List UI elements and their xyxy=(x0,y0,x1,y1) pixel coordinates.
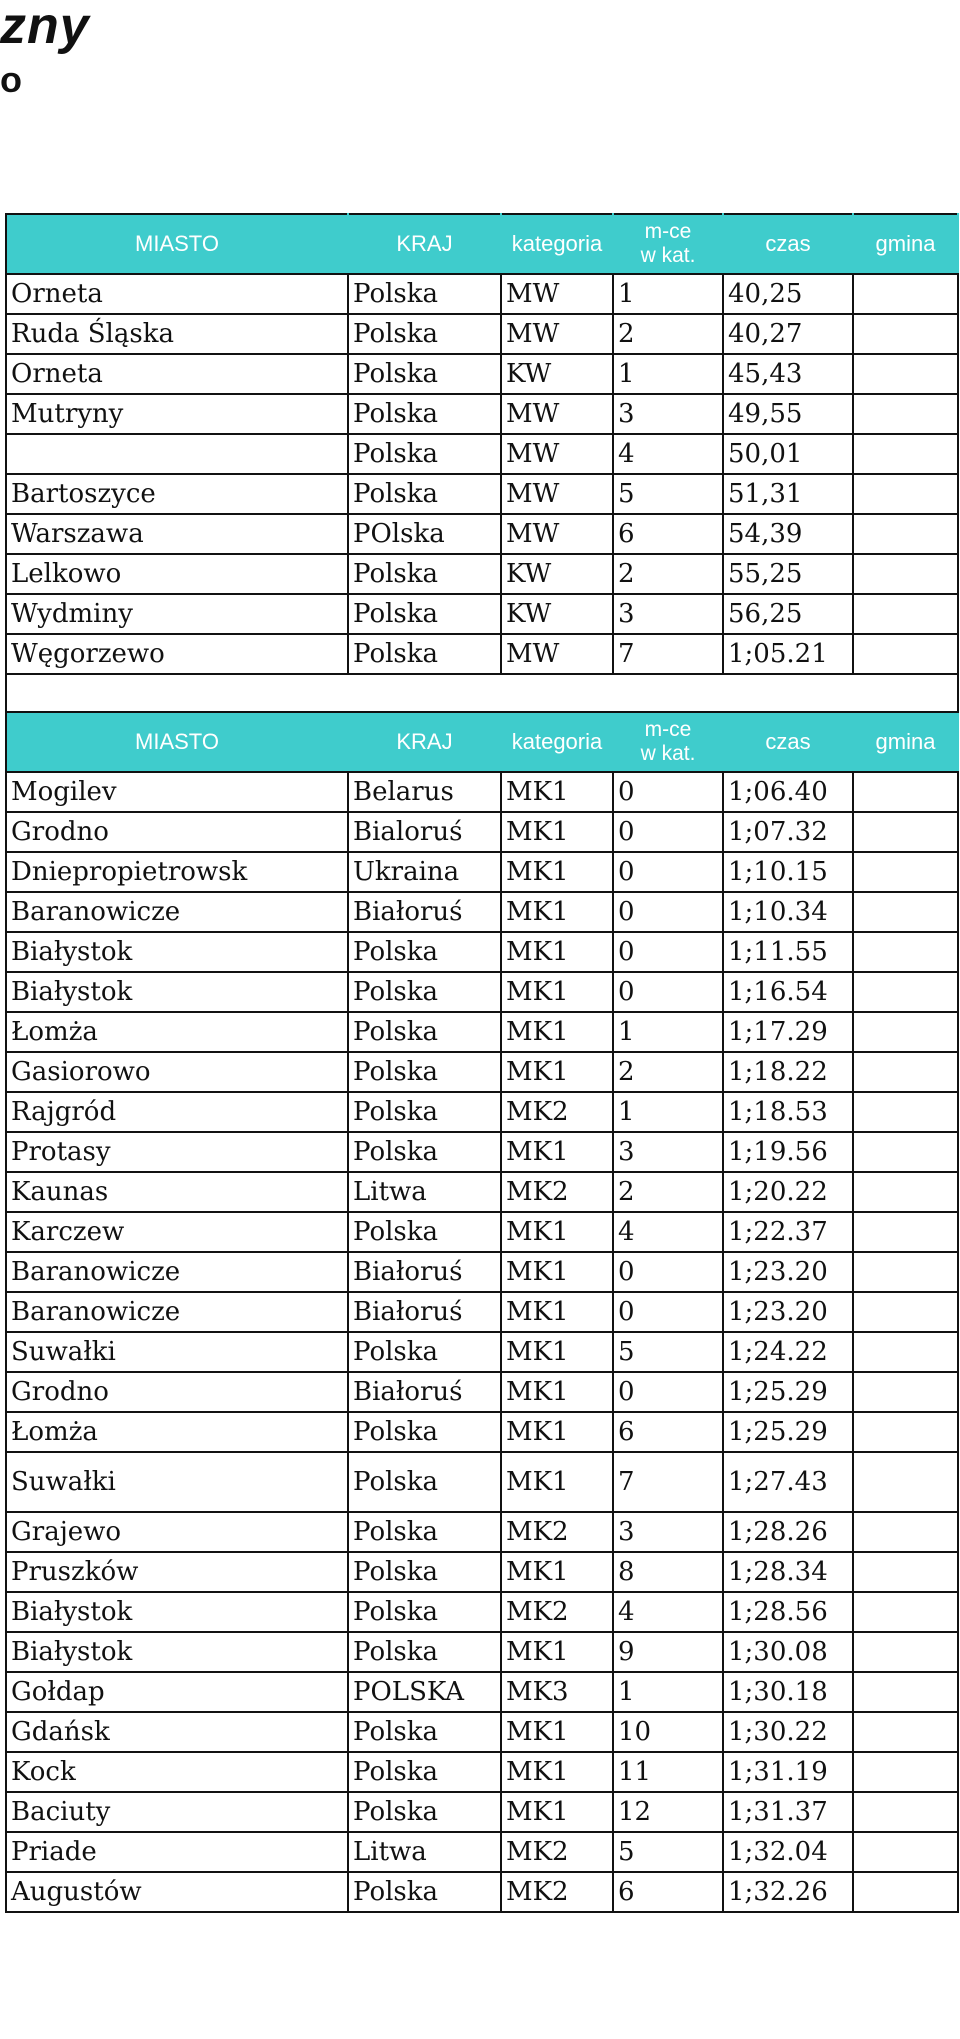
cell-mce: 0 xyxy=(613,772,723,812)
cell-kraj: Belarus xyxy=(348,772,501,812)
cell-kraj: Polska xyxy=(348,314,501,354)
cell-mce: 12 xyxy=(613,1792,723,1832)
cell-gmina xyxy=(853,1332,958,1372)
cell-kraj: Litwa xyxy=(348,1832,501,1872)
cell-miasto: Baranowicze xyxy=(6,1292,348,1332)
table-row xyxy=(6,1092,958,1132)
cell-gmina xyxy=(853,812,958,852)
cell-kraj: Polska xyxy=(348,634,501,674)
cell-miasto: Lelkowo xyxy=(6,554,348,594)
cell-mce: 6 xyxy=(613,1412,723,1452)
header-kategoria: kategoria xyxy=(501,712,613,772)
cell-gmina xyxy=(853,1012,958,1052)
cell-miasto: Baranowicze xyxy=(6,892,348,932)
cell-miasto: Grodno xyxy=(6,812,348,852)
cell-gmina xyxy=(853,852,958,892)
cell-mce: 2 xyxy=(613,314,723,354)
cell-czas: 1;17.29 xyxy=(723,1012,853,1052)
cell-kategoria: MK2 xyxy=(501,1592,613,1632)
cell-kategoria: MW xyxy=(501,274,613,314)
cell-miasto: Łomża xyxy=(6,1412,348,1452)
header-miasto: MIASTO xyxy=(6,214,348,274)
cell-miasto: Karczew xyxy=(6,1212,348,1252)
table-row xyxy=(6,1132,958,1172)
cell-mce: 4 xyxy=(613,434,723,474)
cell-czas: 1;30.22 xyxy=(723,1712,853,1752)
cell-kraj: Polska xyxy=(348,932,501,972)
cell-kraj: Polska xyxy=(348,1872,501,1912)
table-row xyxy=(6,812,958,852)
header-mce-line2: w kat. xyxy=(640,742,696,765)
cell-czas: 1;05.21 xyxy=(723,634,853,674)
cell-kategoria: MK1 xyxy=(501,1332,613,1372)
table-row xyxy=(6,932,958,972)
table-row xyxy=(6,1512,958,1552)
cell-miasto: Białystok xyxy=(6,1592,348,1632)
cell-miasto: Bartoszyce xyxy=(6,474,348,514)
cell-miasto: Protasy xyxy=(6,1132,348,1172)
cell-kraj: Polska xyxy=(348,594,501,634)
cell-miasto: Suwałki xyxy=(6,1452,348,1512)
cell-mce: 1 xyxy=(613,1672,723,1712)
header-mce-line2: w kat. xyxy=(640,244,696,267)
cell-kraj: Polska xyxy=(348,1012,501,1052)
cell-kraj: Ukraina xyxy=(348,852,501,892)
cell-kraj: Polska xyxy=(348,1512,501,1552)
cell-mce: 0 xyxy=(613,852,723,892)
table-row xyxy=(6,1292,958,1332)
cell-mce: 2 xyxy=(613,1172,723,1212)
table-row xyxy=(6,1712,958,1752)
cell-czas: 1;11.55 xyxy=(723,932,853,972)
cell-kraj: Polska xyxy=(348,354,501,394)
cell-mce: 6 xyxy=(613,1872,723,1912)
cell-czas: 1;07.32 xyxy=(723,812,853,852)
cell-kategoria: KW xyxy=(501,594,613,634)
cell-mce: 5 xyxy=(613,1832,723,1872)
table-header-row xyxy=(6,712,958,772)
cell-miasto: Wydminy xyxy=(6,594,348,634)
cell-miasto: Łomża xyxy=(6,1012,348,1052)
cell-czas: 40,25 xyxy=(723,274,853,314)
cell-gmina xyxy=(853,274,958,314)
table-row xyxy=(6,1172,958,1212)
cell-kategoria: MK2 xyxy=(501,1872,613,1912)
cell-czas: 1;32.26 xyxy=(723,1872,853,1912)
cell-czas: 1;31.19 xyxy=(723,1752,853,1792)
cell-miasto: Rajgród xyxy=(6,1092,348,1132)
cell-kategoria: MK1 xyxy=(501,932,613,972)
cell-gmina xyxy=(853,1372,958,1412)
header-kategoria: kategoria xyxy=(501,214,613,274)
cell-miasto: Białystok xyxy=(6,932,348,972)
cell-kategoria: MK1 xyxy=(501,1212,613,1252)
cell-czas: 51,31 xyxy=(723,474,853,514)
cell-miasto: Mogilev xyxy=(6,772,348,812)
cell-kategoria: MW xyxy=(501,474,613,514)
header-czas: czas xyxy=(723,712,853,772)
cell-kategoria: MK1 xyxy=(501,1412,613,1452)
cell-czas: 1;16.54 xyxy=(723,972,853,1012)
cell-kategoria: KW xyxy=(501,554,613,594)
cell-mce: 0 xyxy=(613,932,723,972)
cell-czas: 1;30.08 xyxy=(723,1632,853,1672)
cell-gmina xyxy=(853,1132,958,1172)
cell-kategoria: MK1 xyxy=(501,812,613,852)
cell-kraj: Polska xyxy=(348,1332,501,1372)
cell-kategoria: MK3 xyxy=(501,1672,613,1712)
table-row xyxy=(6,1412,958,1452)
header-gmina: gmina xyxy=(853,214,958,274)
cell-kraj: POLSKA xyxy=(348,1672,501,1712)
cell-miasto: Baciuty xyxy=(6,1792,348,1832)
table-row xyxy=(6,892,958,932)
cell-miasto: Kock xyxy=(6,1752,348,1792)
cell-kategoria: MK1 xyxy=(501,772,613,812)
cell-czas: 50,01 xyxy=(723,434,853,474)
cell-kategoria: MK2 xyxy=(501,1172,613,1212)
cell-kategoria: MK2 xyxy=(501,1092,613,1132)
cell-mce: 0 xyxy=(613,972,723,1012)
table-row xyxy=(6,1672,958,1712)
cell-mce: 1 xyxy=(613,1092,723,1132)
cell-gmina xyxy=(853,1052,958,1092)
cell-mce: 1 xyxy=(613,1012,723,1052)
cell-kategoria: MK1 xyxy=(501,1712,613,1752)
cell-kategoria: MK1 xyxy=(501,1552,613,1592)
cell-kraj: Polska xyxy=(348,1452,501,1512)
cell-gmina xyxy=(853,1252,958,1292)
cell-kategoria: MW xyxy=(501,394,613,434)
cell-czas: 56,25 xyxy=(723,594,853,634)
cell-kraj: Białoruś xyxy=(348,1292,501,1332)
cell-miasto: Białystok xyxy=(6,1632,348,1672)
cell-czas: 1;18.53 xyxy=(723,1092,853,1132)
header-mce-line1: m-ce xyxy=(644,718,692,741)
cell-kategoria: MK1 xyxy=(501,1292,613,1332)
cell-miasto xyxy=(6,434,348,474)
header-gmina: gmina xyxy=(853,712,958,772)
cell-kraj: Polska xyxy=(348,1132,501,1172)
cell-kraj: Białoruś xyxy=(348,1252,501,1292)
cell-kraj: Polska xyxy=(348,274,501,314)
cell-miasto: Priade xyxy=(6,1832,348,1872)
cell-gmina xyxy=(853,1832,958,1872)
cell-mce: 8 xyxy=(613,1552,723,1592)
cell-kategoria: MK1 xyxy=(501,852,613,892)
cell-gmina xyxy=(853,932,958,972)
cell-gmina xyxy=(853,354,958,394)
cell-kraj: Litwa xyxy=(348,1172,501,1212)
header-mce xyxy=(613,712,723,772)
document-title: zny xyxy=(0,0,90,55)
cell-kraj: Polska xyxy=(348,1752,501,1792)
cell-czas: 54,39 xyxy=(723,514,853,554)
table-row xyxy=(6,1252,958,1292)
cell-mce: 5 xyxy=(613,474,723,514)
cell-mce: 0 xyxy=(613,892,723,932)
table-row xyxy=(6,474,958,514)
cell-miasto: Gołdap xyxy=(6,1672,348,1712)
cell-kategoria: KW xyxy=(501,354,613,394)
cell-czas: 1;06.40 xyxy=(723,772,853,812)
cell-kraj: Polska xyxy=(348,1212,501,1252)
cell-gmina xyxy=(853,972,958,1012)
cell-gmina xyxy=(853,1412,958,1452)
document-subtitle: o xyxy=(0,59,22,100)
table-row xyxy=(6,594,958,634)
spacer-row xyxy=(6,674,958,712)
table-row xyxy=(6,1012,958,1052)
spacer-cell xyxy=(6,674,958,712)
table-row xyxy=(6,394,958,434)
cell-miasto: Dniepropietrowsk xyxy=(6,852,348,892)
cell-czas: 1;28.26 xyxy=(723,1512,853,1552)
table-row xyxy=(6,1752,958,1792)
cell-kategoria: MW xyxy=(501,634,613,674)
cell-miasto: Mutryny xyxy=(6,394,348,434)
cell-kategoria: MK1 xyxy=(501,1372,613,1412)
cell-mce: 0 xyxy=(613,1292,723,1332)
cell-miasto: Węgorzewo xyxy=(6,634,348,674)
cell-gmina xyxy=(853,1672,958,1712)
cell-czas: 1;23.20 xyxy=(723,1252,853,1292)
cell-czas: 1;23.20 xyxy=(723,1292,853,1332)
cell-mce: 3 xyxy=(613,1132,723,1172)
header-czas: czas xyxy=(723,214,853,274)
cell-gmina xyxy=(853,1792,958,1832)
cell-gmina xyxy=(853,1512,958,1552)
table-row xyxy=(6,1212,958,1252)
header-mce xyxy=(613,214,723,274)
cell-mce: 11 xyxy=(613,1752,723,1792)
cell-kategoria: MK1 xyxy=(501,972,613,1012)
cell-kategoria: MK1 xyxy=(501,1012,613,1052)
header-mce-line1: m-ce xyxy=(644,220,692,243)
cell-gmina xyxy=(853,1872,958,1912)
cell-gmina xyxy=(853,514,958,554)
cell-gmina xyxy=(853,314,958,354)
cell-miasto: Grajewo xyxy=(6,1512,348,1552)
cell-kategoria: MW xyxy=(501,514,613,554)
cell-kraj: Polska xyxy=(348,554,501,594)
cell-mce: 5 xyxy=(613,1332,723,1372)
table-row xyxy=(6,554,958,594)
cell-kategoria: MK1 xyxy=(501,1632,613,1672)
cell-kraj: Polska xyxy=(348,1592,501,1632)
cell-mce: 4 xyxy=(613,1592,723,1632)
cell-mce: 7 xyxy=(613,1452,723,1512)
table-row xyxy=(6,354,958,394)
cell-kategoria: MK1 xyxy=(501,1452,613,1512)
cell-kategoria: MK1 xyxy=(501,892,613,932)
table-row xyxy=(6,1452,958,1512)
cell-mce: 3 xyxy=(613,594,723,634)
cell-kraj: Polska xyxy=(348,1412,501,1452)
table-row xyxy=(6,634,958,674)
cell-gmina xyxy=(853,594,958,634)
cell-kraj: Polska xyxy=(348,1632,501,1672)
cell-kategoria: MW xyxy=(501,314,613,354)
cell-czas: 1;31.37 xyxy=(723,1792,853,1832)
cell-gmina xyxy=(853,1212,958,1252)
header-miasto: MIASTO xyxy=(6,712,348,772)
cell-mce: 3 xyxy=(613,1512,723,1552)
cell-miasto: Gasiorowo xyxy=(6,1052,348,1092)
cell-kategoria: MW xyxy=(501,434,613,474)
cell-miasto: Orneta xyxy=(6,354,348,394)
cell-kraj: Białoruś xyxy=(348,1372,501,1412)
table-row xyxy=(6,852,958,892)
cell-mce: 10 xyxy=(613,1712,723,1752)
cell-gmina xyxy=(853,474,958,514)
table-row xyxy=(6,1332,958,1372)
cell-czas: 1;25.29 xyxy=(723,1372,853,1412)
table-row xyxy=(6,972,958,1012)
cell-kraj: POlska xyxy=(348,514,501,554)
cell-gmina xyxy=(853,1452,958,1512)
cell-gmina xyxy=(853,1592,958,1632)
table-row xyxy=(6,1052,958,1092)
cell-mce: 2 xyxy=(613,554,723,594)
cell-miasto: Augustów xyxy=(6,1872,348,1912)
header-kraj: KRAJ xyxy=(348,214,501,274)
cell-kraj: Polska xyxy=(348,1712,501,1752)
cell-kategoria: MK1 xyxy=(501,1052,613,1092)
table-row xyxy=(6,314,958,354)
cell-mce: 3 xyxy=(613,394,723,434)
table-row xyxy=(6,1872,958,1912)
cell-czas: 1;20.22 xyxy=(723,1172,853,1212)
cell-mce: 9 xyxy=(613,1632,723,1672)
cell-mce: 1 xyxy=(613,274,723,314)
cell-czas: 1;32.04 xyxy=(723,1832,853,1872)
cell-miasto: Suwałki xyxy=(6,1332,348,1372)
cell-mce: 0 xyxy=(613,812,723,852)
cell-czas: 49,55 xyxy=(723,394,853,434)
table-header-row xyxy=(6,214,958,274)
results-table xyxy=(5,213,959,1913)
cell-gmina xyxy=(853,1632,958,1672)
cell-miasto: Kaunas xyxy=(6,1172,348,1212)
cell-gmina xyxy=(853,1712,958,1752)
cell-czas: 1;22.37 xyxy=(723,1212,853,1252)
table-row xyxy=(6,1792,958,1832)
table-row xyxy=(6,1832,958,1872)
cell-mce: 2 xyxy=(613,1052,723,1092)
cell-kraj: Polska xyxy=(348,972,501,1012)
cell-mce: 6 xyxy=(613,514,723,554)
cell-kategoria: MK1 xyxy=(501,1752,613,1792)
cell-miasto: Warszawa xyxy=(6,514,348,554)
cell-mce: 7 xyxy=(613,634,723,674)
cell-czas: 40,27 xyxy=(723,314,853,354)
cell-miasto: Grodno xyxy=(6,1372,348,1412)
cell-miasto: Białystok xyxy=(6,972,348,1012)
table-row xyxy=(6,1552,958,1592)
cell-kategoria: MK2 xyxy=(501,1512,613,1552)
cell-gmina xyxy=(853,772,958,812)
cell-gmina xyxy=(853,634,958,674)
table-row xyxy=(6,1592,958,1632)
cell-kraj: Polska xyxy=(348,1552,501,1592)
cell-mce: 4 xyxy=(613,1212,723,1252)
cell-mce: 0 xyxy=(613,1252,723,1292)
cell-kraj: Bialoruś xyxy=(348,812,501,852)
cell-czas: 1;24.22 xyxy=(723,1332,853,1372)
cell-gmina xyxy=(853,1752,958,1792)
cell-czas: 1;10.15 xyxy=(723,852,853,892)
cell-kraj: Polska xyxy=(348,1792,501,1832)
cell-kategoria: MK1 xyxy=(501,1792,613,1832)
header-kraj: KRAJ xyxy=(348,712,501,772)
cell-czas: 1;30.18 xyxy=(723,1672,853,1712)
cell-gmina xyxy=(853,1552,958,1592)
cell-czas: 55,25 xyxy=(723,554,853,594)
cell-miasto: Baranowicze xyxy=(6,1252,348,1292)
cell-gmina xyxy=(853,1172,958,1212)
table-row xyxy=(6,434,958,474)
cell-gmina xyxy=(853,394,958,434)
table-row xyxy=(6,1632,958,1672)
cell-gmina xyxy=(853,434,958,474)
table-row xyxy=(6,1372,958,1412)
cell-kraj: Polska xyxy=(348,474,501,514)
cell-kraj: Polska xyxy=(348,1052,501,1092)
cell-czas: 1;28.56 xyxy=(723,1592,853,1632)
cell-miasto: Orneta xyxy=(6,274,348,314)
cell-czas: 45,43 xyxy=(723,354,853,394)
table-row xyxy=(6,514,958,554)
cell-gmina xyxy=(853,892,958,932)
table-row xyxy=(6,772,958,812)
cell-miasto: Gdańsk xyxy=(6,1712,348,1752)
cell-czas: 1;25.29 xyxy=(723,1412,853,1452)
cell-czas: 1;27.43 xyxy=(723,1452,853,1512)
cell-mce: 1 xyxy=(613,354,723,394)
cell-mce: 0 xyxy=(613,1372,723,1412)
cell-czas: 1;10.34 xyxy=(723,892,853,932)
cell-gmina xyxy=(853,1092,958,1132)
cell-kraj: Polska xyxy=(348,394,501,434)
cell-kraj: Polska xyxy=(348,434,501,474)
cell-kategoria: MK2 xyxy=(501,1832,613,1872)
cell-kategoria: MK1 xyxy=(501,1252,613,1292)
cell-gmina xyxy=(853,554,958,594)
cell-czas: 1;19.56 xyxy=(723,1132,853,1172)
cell-kategoria: MK1 xyxy=(501,1132,613,1172)
cell-miasto: Ruda Śląska xyxy=(6,314,348,354)
cell-miasto: Pruszków xyxy=(6,1552,348,1592)
table-row xyxy=(6,274,958,314)
cell-gmina xyxy=(853,1292,958,1332)
cell-czas: 1;18.22 xyxy=(723,1052,853,1092)
cell-kraj: Białoruś xyxy=(348,892,501,932)
cell-czas: 1;28.34 xyxy=(723,1552,853,1592)
cell-kraj: Polska xyxy=(348,1092,501,1132)
